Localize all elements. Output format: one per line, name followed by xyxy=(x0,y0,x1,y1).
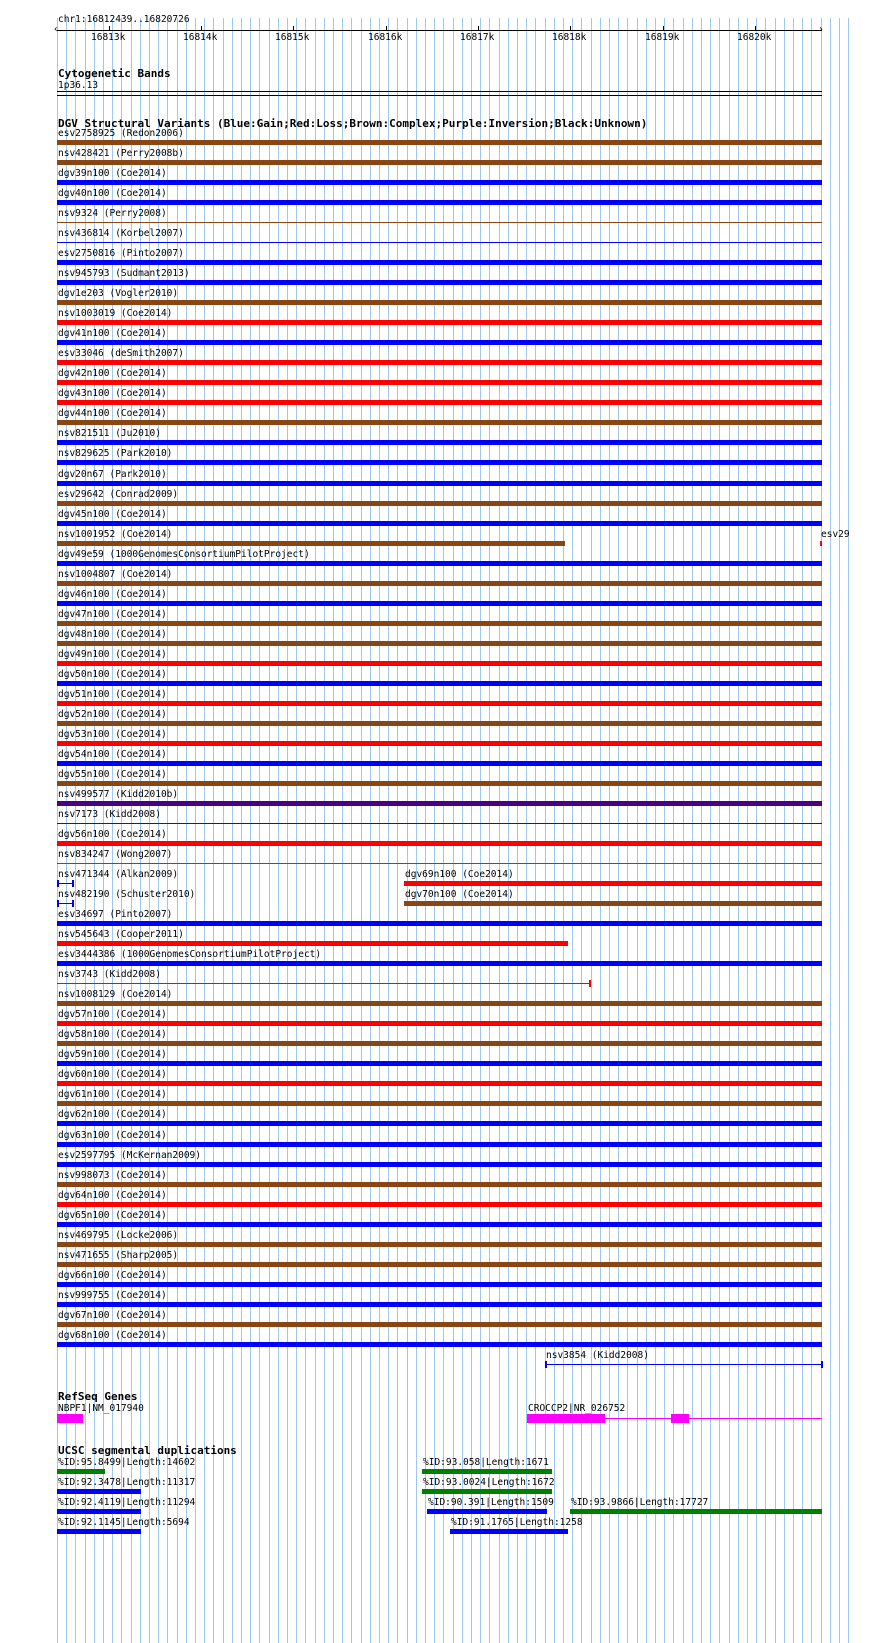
segdup-label: %ID:92.4119|Length:11294 xyxy=(58,1497,196,1508)
variant-bar[interactable] xyxy=(57,903,73,904)
variant-bar[interactable] xyxy=(57,1001,822,1006)
variant-label: esv3444386 (1000GenomesConsortiumPilotProject) xyxy=(58,949,322,960)
variant-label: nsv1003019 (Coe2014) xyxy=(58,308,173,319)
ruler-tick xyxy=(293,26,294,31)
segdup-bar[interactable] xyxy=(450,1529,568,1534)
gene-label: NBPF1|NM_017940 xyxy=(58,1403,144,1414)
ruler-tick xyxy=(478,26,479,31)
variant-endcap xyxy=(821,1361,823,1368)
variant-bar[interactable] xyxy=(57,1041,822,1046)
variant-bar[interactable] xyxy=(57,1222,822,1227)
variant-bar[interactable] xyxy=(57,420,822,425)
segdup-label: %ID:90.391|Length:1509 xyxy=(428,1497,554,1508)
variant-label: dgv48n100 (Coe2014) xyxy=(58,629,167,640)
segdup-bar[interactable] xyxy=(57,1469,105,1474)
variant-label: dgv49n100 (Coe2014) xyxy=(58,649,167,660)
variant-label: dgv67n100 (Coe2014) xyxy=(58,1310,167,1321)
variant-bar[interactable] xyxy=(57,1242,822,1247)
variant-bar[interactable] xyxy=(57,841,822,846)
variant-label: dgv69n100 (Coe2014) xyxy=(405,869,514,880)
variant-label: esv2750816 (Pinto2007) xyxy=(58,248,184,259)
gene-exon[interactable] xyxy=(671,1414,689,1423)
variant-bar[interactable] xyxy=(57,360,822,365)
variant-label: nsv998073 (Coe2014) xyxy=(58,1170,167,1181)
variant-endcap xyxy=(589,980,591,987)
segdup-label: %ID:93.0024|Length:1672 xyxy=(423,1477,555,1488)
variant-label: dgv70n100 (Coe2014) xyxy=(405,889,514,900)
variant-bar[interactable] xyxy=(57,941,568,946)
variant-bar[interactable] xyxy=(57,1202,822,1207)
variant-label: dgv64n100 (Coe2014) xyxy=(58,1190,167,1201)
variant-bar[interactable] xyxy=(57,1101,822,1106)
variant-bar[interactable] xyxy=(57,721,822,726)
variant-bar[interactable] xyxy=(57,521,822,526)
variant-bar[interactable] xyxy=(57,460,822,465)
variant-endcap xyxy=(57,900,59,907)
variant-bar[interactable] xyxy=(57,280,822,285)
dgv-track-title[interactable]: DGV Structural Variants (Blue:Gain;Red:Loss;Brown:Complex;Purple:Inversion;Black:Unknown) xyxy=(58,117,648,130)
variant-label: dgv47n100 (Coe2014) xyxy=(58,609,167,620)
cytoband-label: 1p36.13 xyxy=(58,80,99,91)
variant-bar[interactable] xyxy=(820,541,822,546)
variant-label: dgv41n100 (Coe2014) xyxy=(58,328,167,339)
variant-bar[interactable] xyxy=(57,260,822,265)
variant-label: dgv49e59 (1000GenomesConsortiumPilotProject) xyxy=(58,549,310,560)
variant-bar[interactable] xyxy=(57,1021,822,1026)
variant-label: nsv1001952 (Coe2014) xyxy=(58,529,173,540)
variant-bar[interactable] xyxy=(57,581,822,586)
ruler-tick xyxy=(201,26,202,31)
variant-label: dgv39n100 (Coe2014) xyxy=(58,168,167,179)
variant-label: dgv57n100 (Coe2014) xyxy=(58,1009,167,1020)
variant-label: nsv469795 (Locke2006) xyxy=(58,1230,179,1241)
variant-label: dgv63n100 (Coe2014) xyxy=(58,1130,167,1141)
segdup-bar[interactable] xyxy=(57,1489,141,1494)
segdup-bar[interactable] xyxy=(570,1509,822,1514)
variant-bar[interactable] xyxy=(545,1364,822,1365)
variant-bar[interactable] xyxy=(57,621,822,626)
variant-label: nsv7173 (Kidd2008) xyxy=(58,809,161,820)
variant-bar[interactable] xyxy=(57,601,822,606)
gene-exon[interactable] xyxy=(57,1414,83,1423)
variant-bar[interactable] xyxy=(57,242,822,243)
variant-label: dgv54n100 (Coe2014) xyxy=(58,749,167,760)
variant-label: dgv65n100 (Coe2014) xyxy=(58,1210,167,1221)
variant-bar[interactable] xyxy=(57,1282,822,1287)
ruler-tick xyxy=(570,26,571,31)
variant-label: nsv482190 (Schuster2010) xyxy=(58,889,196,900)
ruler-tick xyxy=(386,26,387,31)
variant-bar[interactable] xyxy=(57,781,822,786)
variant-label: esv29642 (Conrad2009) xyxy=(58,489,179,500)
variant-bar[interactable] xyxy=(57,200,822,205)
variant-label: dgv52n100 (Coe2014) xyxy=(58,709,167,720)
variant-bar[interactable] xyxy=(57,160,822,165)
ruler-tick-label: 16817k xyxy=(460,32,495,43)
segdup-bar[interactable] xyxy=(427,1509,547,1514)
variant-label: nsv436814 (Korbel2007) xyxy=(58,228,184,239)
position-label: chr1:16812439..16820726 xyxy=(58,14,190,25)
variant-label: nsv999755 (Coe2014) xyxy=(58,1290,167,1301)
ruler-tick-label: 16820k xyxy=(737,32,772,43)
variant-label: nsv471655 (Sharp2005) xyxy=(58,1250,179,1261)
variant-bar[interactable] xyxy=(404,881,822,886)
variant-bar[interactable] xyxy=(57,661,822,666)
segdup-label: %ID:93.058|Length:1671 xyxy=(423,1457,549,1468)
variant-label: dgv59n100 (Coe2014) xyxy=(58,1049,167,1060)
ruler-arrow-left: ‹ xyxy=(53,24,59,35)
variant-bar[interactable] xyxy=(57,1121,822,1126)
variant-bar[interactable] xyxy=(57,1302,822,1307)
variant-label: dgv53n100 (Coe2014) xyxy=(58,729,167,740)
variant-label: dgv46n100 (Coe2014) xyxy=(58,589,167,600)
variant-label: nsv471344 (Alkan2009) xyxy=(58,869,179,880)
ruler-tick-label: 16815k xyxy=(275,32,310,43)
variant-bar[interactable] xyxy=(57,380,822,385)
variant-bar[interactable] xyxy=(57,300,822,305)
variant-label: dgv45n100 (Coe2014) xyxy=(58,509,167,520)
variant-bar[interactable] xyxy=(57,1061,822,1066)
segdup-label: %ID:92.3478|Length:11317 xyxy=(58,1477,196,1488)
variant-bar[interactable] xyxy=(57,863,822,864)
variant-label: dgv43n100 (Coe2014) xyxy=(58,388,167,399)
variant-bar[interactable] xyxy=(57,222,822,223)
ruler-tick xyxy=(663,26,664,31)
variant-label: nsv3854 (Kidd2008) xyxy=(546,1350,649,1361)
variant-label: esv34697 (Pinto2007) xyxy=(58,909,173,920)
variant-label: nsv834247 (Wong2007) xyxy=(58,849,173,860)
variant-label: nsv428421 (Perry2008b) xyxy=(58,148,184,159)
variant-bar[interactable] xyxy=(57,883,73,884)
variant-bar[interactable] xyxy=(57,1322,822,1327)
variant-bar[interactable] xyxy=(57,140,822,145)
variant-label: dgv58n100 (Coe2014) xyxy=(58,1029,167,1040)
variant-label: dgv20n67 (Park2010) xyxy=(58,469,167,480)
variant-bar[interactable] xyxy=(57,761,822,766)
variant-label: dgv61n100 (Coe2014) xyxy=(58,1089,167,1100)
variant-bar[interactable] xyxy=(57,701,822,706)
segdup-bar[interactable] xyxy=(57,1509,141,1514)
variant-label: dgv68n100 (Coe2014) xyxy=(58,1330,167,1341)
variant-bar[interactable] xyxy=(404,901,822,906)
variant-bar[interactable] xyxy=(57,541,565,546)
cytoband-bar[interactable] xyxy=(57,91,822,92)
variant-bar[interactable] xyxy=(57,681,822,686)
variant-endcap xyxy=(57,880,59,887)
variant-bar[interactable] xyxy=(57,1342,822,1347)
variant-bar[interactable] xyxy=(57,823,822,824)
ruler-tick-label: 16819k xyxy=(645,32,680,43)
variant-label: dgv56n100 (Coe2014) xyxy=(58,829,167,840)
variant-label: nsv499577 (Kidd2010b) xyxy=(58,789,179,800)
ruler-tick xyxy=(755,26,756,31)
segdup-label: %ID:93.9866|Length:17727 xyxy=(571,1497,709,1508)
variant-bar[interactable] xyxy=(57,561,822,566)
variant-endcap xyxy=(72,880,74,887)
cytoband-track-title[interactable]: Cytogenetic Bands xyxy=(58,67,171,80)
variant-bar[interactable] xyxy=(57,801,822,806)
variant-label: nsv821511 (Ju2010) xyxy=(58,428,161,439)
variant-label: esv2597795 (McKernan2009) xyxy=(58,1150,201,1161)
variant-label: esv29 xyxy=(821,529,850,540)
variant-label: nsv1004807 (Coe2014) xyxy=(58,569,173,580)
variant-bar[interactable] xyxy=(57,501,822,506)
variant-label: dgv51n100 (Coe2014) xyxy=(58,689,167,700)
coordinate-ruler[interactable] xyxy=(0,26,890,50)
ruler-tick-label: 16818k xyxy=(552,32,587,43)
segdup-bar[interactable] xyxy=(422,1469,552,1474)
variant-label: dgv50n100 (Coe2014) xyxy=(58,669,167,680)
variant-bar[interactable] xyxy=(57,481,822,486)
variant-label: nsv9324 (Perry2008) xyxy=(58,208,167,219)
segdup-label: %ID:95.8499|Length:14602 xyxy=(58,1457,196,1468)
refseq-track-title[interactable]: RefSeq Genes xyxy=(58,1390,138,1403)
variant-bar[interactable] xyxy=(57,983,591,984)
ruler-tick-label: 16814k xyxy=(183,32,218,43)
segdup-label: %ID:91.1765|Length:1258 xyxy=(451,1517,583,1528)
variant-label: dgv62n100 (Coe2014) xyxy=(58,1109,167,1120)
variant-bar[interactable] xyxy=(57,641,822,646)
variant-bar[interactable] xyxy=(57,921,822,926)
ruler-arrow-right: › xyxy=(818,24,824,35)
gene-exon[interactable] xyxy=(527,1414,605,1423)
variant-bar[interactable] xyxy=(57,1081,822,1086)
ruler-tick-label: 16813k xyxy=(91,32,126,43)
cytoband-bar-bottom xyxy=(57,95,822,96)
variant-label: dgv44n100 (Coe2014) xyxy=(58,408,167,419)
variant-bar[interactable] xyxy=(57,1262,822,1267)
variant-bar[interactable] xyxy=(57,741,822,746)
variant-label: nsv545643 (Cooper2011) xyxy=(58,929,184,940)
ruler-baseline xyxy=(57,30,822,31)
variant-bar[interactable] xyxy=(57,961,822,966)
variant-label: dgv42n100 (Coe2014) xyxy=(58,368,167,379)
variant-label: dgv66n100 (Coe2014) xyxy=(58,1270,167,1281)
ruler-tick xyxy=(109,26,110,31)
variant-label: nsv829625 (Park2010) xyxy=(58,448,173,459)
segdup-track-title[interactable]: UCSC segmental duplications xyxy=(58,1444,237,1457)
variant-endcap xyxy=(545,1361,547,1368)
variant-label: esv2758925 (Redon2006) xyxy=(58,128,184,139)
variant-bar[interactable] xyxy=(57,400,822,405)
variant-label: dgv60n100 (Coe2014) xyxy=(58,1069,167,1080)
segdup-bar[interactable] xyxy=(422,1489,552,1494)
variant-bar[interactable] xyxy=(57,1182,822,1187)
variant-endcap xyxy=(72,900,74,907)
ruler-tick-label: 16816k xyxy=(368,32,403,43)
variant-label: esv33046 (deSmith2007) xyxy=(58,348,184,359)
variant-bar[interactable] xyxy=(57,1142,822,1147)
variant-bar[interactable] xyxy=(57,440,822,445)
variant-label: dgv55n100 (Coe2014) xyxy=(58,769,167,780)
variant-bar[interactable] xyxy=(57,340,822,345)
variant-label: dgv1e203 (Vogler2010) xyxy=(58,288,179,299)
variant-bar[interactable] xyxy=(57,180,822,185)
segdup-bar[interactable] xyxy=(57,1529,141,1534)
variant-label: dgv40n100 (Coe2014) xyxy=(58,188,167,199)
variant-bar[interactable] xyxy=(57,320,822,325)
variant-bar[interactable] xyxy=(57,1162,822,1167)
segdup-label: %ID:92.1145|Length:5694 xyxy=(58,1517,190,1528)
variant-label: nsv1008129 (Coe2014) xyxy=(58,989,173,1000)
gene-label: CROCCP2|NR_026752 xyxy=(528,1403,626,1414)
variant-label: nsv3743 (Kidd2008) xyxy=(58,969,161,980)
variant-label: nsv945793 (Sudmant2013) xyxy=(58,268,190,279)
